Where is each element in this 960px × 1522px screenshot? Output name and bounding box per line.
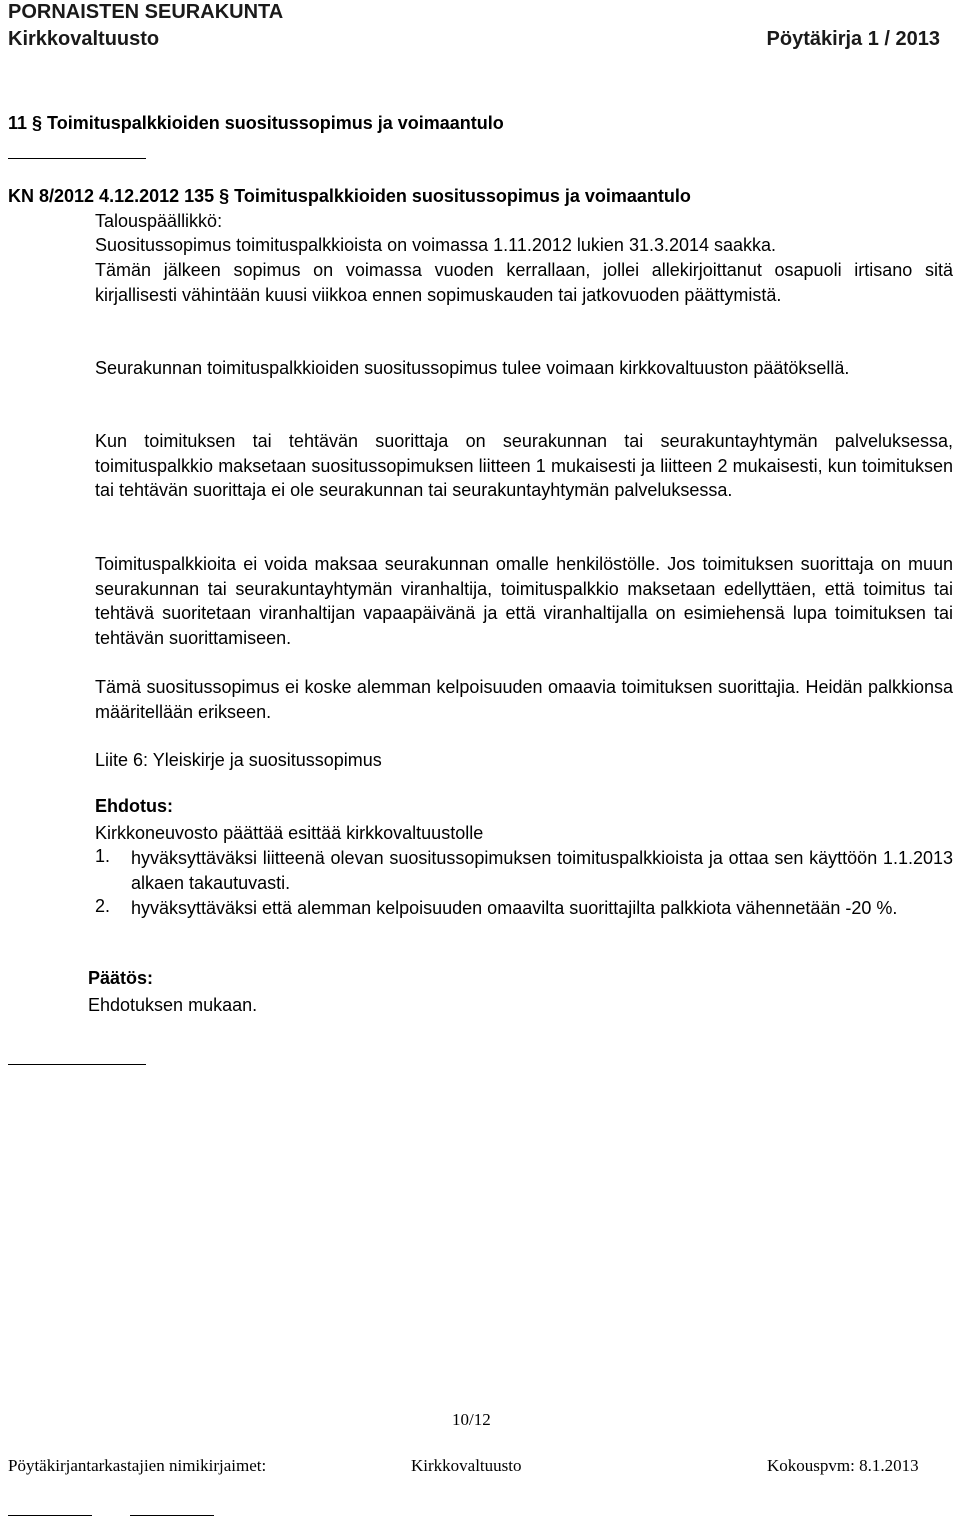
paragraph-lower-qualification: Tämä suositussopimus ei koske alemman kelpoisuuden omaavia toimituksen suorittajia. Heidän palkkionsa määritellään erikseen. xyxy=(95,677,953,722)
decision-text: Ehdotuksen mukaan. xyxy=(88,995,258,1015)
decision-label: Päätös: xyxy=(88,968,154,988)
attachment-reference: Liite 6: Yleiskirje ja suositussopimus xyxy=(95,750,382,770)
presenter: Talouspäällikkö: xyxy=(95,211,223,231)
footer-body: Kirkkovaltuusto xyxy=(411,1456,522,1475)
initials-line xyxy=(8,1515,92,1516)
section-divider xyxy=(8,158,146,159)
org-name: PORNAISTEN SEURAKUNTA xyxy=(8,1,284,23)
kn-reference: KN 8/2012 4.12.2012 135 § Toimituspalkkioiden suositussopimus ja voimaantulo xyxy=(8,186,691,206)
paragraph-effective: Seurakunnan toimituspalkkioiden suositussopimus tulee voimaan kirkkovaltuuston päätöksellä. xyxy=(95,358,850,378)
paragraph-own-staff: Toimituspalkkioita ei voida maksaa seurakunnan omalle henkilöstölle. Jos toimituksen suorittaja on muun seurakunnan tai seurakuntayhtymän viranhaltija, toimituspalkkio maksetaan edellyttäen, että toimitus tai tehtävä suoritetaan viranhaltijan vapaapäivänä ja että viranhaltijalla on esimiehensä lupa toimituksen tai tehtävän suorittamiseen. xyxy=(95,554,953,648)
proposal-item-number: 2. xyxy=(95,896,111,916)
section-title: 11 § Toimituspalkkioiden suositussopimus ja voimaantulo xyxy=(8,113,504,133)
proposal-item: hyväksyttäväksi että alemman kelpoisuuden omaavilta suorittajilta palkkiota vähennetään -20 %. xyxy=(131,898,898,918)
paragraph-validity: Suositussopimus toimituspalkkioista on voimassa 1.11.2012 lukien 31.3.2014 saakka. xyxy=(95,235,777,255)
paragraph-continuation: Tämän jälkeen sopimus on voimassa vuoden kerrallaan, jollei allekirjoittanut osapuoli irtisano sitä kirjallisesti vähintään kuusi viikkoa ennen sopimuskauden tai jatkovuoden päättymistä. xyxy=(95,260,953,305)
paragraph-employee-fees: Kun toimituksen tai tehtävän suorittaja on seurakunnan tai seurakuntayhtymän palveluksessa, toimituspalkkio maksetaan suositussopimuksen liitteen 1 mukaisesti ja liitteen 2 mukaisesti, kun toimituksen tai tehtävän suorittaja ei ole seurakunnan tai seurakuntayhtymän palveluksessa. xyxy=(95,431,953,500)
header-document-number: Pöytäkirja 1 / 2013 xyxy=(766,28,940,50)
initials-line xyxy=(130,1515,214,1516)
proposal-intro: Kirkkoneuvosto päättää esittää kirkkovaltuustolle xyxy=(95,823,484,843)
proposal-item-number: 1. xyxy=(95,846,111,866)
proposal-item: hyväksyttäväksi liitteenä olevan suositussopimuksen toimituspalkkioista ja ottaa sen käyttöön 1.1.2013 alkaen takautuvasti. xyxy=(131,848,953,893)
footer-meeting-date: Kokouspvm: 8.1.2013 xyxy=(767,1456,919,1475)
end-divider xyxy=(8,1064,146,1065)
header-body: Kirkkovaltuusto xyxy=(8,28,160,50)
footer-signers-label: Pöytäkirjantarkastajien nimikirjaimet: xyxy=(8,1456,267,1475)
proposal-label: Ehdotus: xyxy=(95,796,173,816)
page-number: 10/12 xyxy=(452,1410,491,1429)
